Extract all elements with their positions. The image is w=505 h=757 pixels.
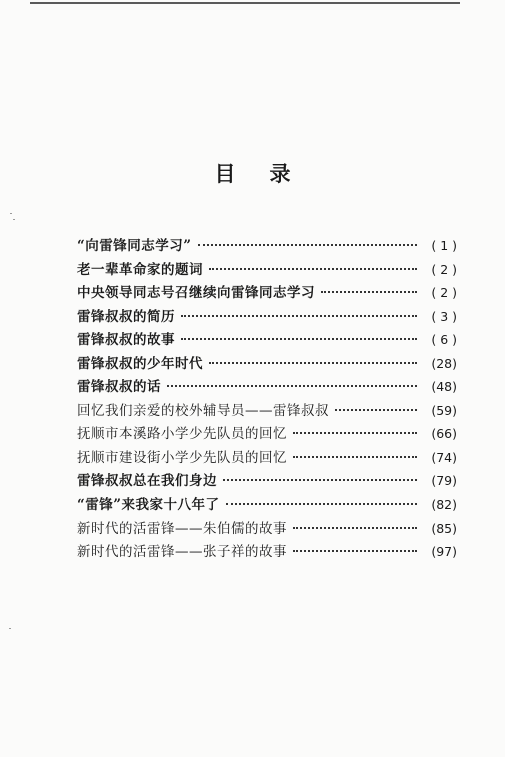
toc-page-number: ( 2 ) [431,285,457,301]
toc-entry-title: “向雷锋同志学习” [77,238,192,254]
toc-row[interactable] [77,446,457,470]
toc-row[interactable] [77,399,457,423]
dot-leader [209,268,417,270]
toc-page-number: ( 3 ) [431,308,457,324]
toc-page-number: (74) [431,449,457,465]
toc-entry-title: 雷锋叔叔总在我们身边 [77,473,217,490]
scan-speck [13,219,15,220]
toc-row[interactable] [77,422,457,446]
toc-entry-title: 抚顺市本溪路小学少先队员的回忆 [77,426,287,443]
page-title-char-1: 目 [214,162,236,186]
dot-leader [293,550,417,552]
toc-page-number: (59) [431,402,457,418]
toc-row[interactable] [77,234,457,258]
dot-leader [167,385,417,387]
toc-entry-title: 中央领导同志号召继续向雷锋同志学习 [77,285,315,302]
top-edge-rule [30,2,460,4]
toc-entry-title: “雷锋”来我家十八年了 [77,497,220,514]
toc-page-number: ( 1 ) [431,238,457,253]
dot-leader [293,432,417,434]
toc-entry-title: 雷锋叔叔的话 [77,379,161,396]
dot-leader [226,503,417,505]
toc-entry-title: 雷锋叔叔的故事 [77,332,175,349]
toc-page-number: ( 2 ) [431,261,457,277]
toc-page-number: (66) [431,426,457,442]
toc-row[interactable] [77,352,457,376]
dot-leader [181,315,417,317]
dot-leader [198,244,417,246]
toc-row[interactable] [77,517,457,541]
toc-entry-title: 雷锋叔叔的少年时代 [77,355,203,372]
toc-entry-title: 新时代的活雷锋——张子祥的故事 [77,544,287,561]
toc-row[interactable] [77,305,457,329]
toc-row[interactable] [77,258,457,282]
toc-page-number: (48) [431,379,457,395]
dot-leader [321,291,417,293]
toc-row[interactable] [77,328,457,352]
dot-leader [293,527,417,529]
toc-entry-title: 回忆我们亲爱的校外辅导员——雷锋叔叔 [77,402,329,419]
dot-leader [335,409,417,411]
table-of-contents [77,234,457,564]
toc-row[interactable] [77,469,457,493]
toc-page-number: (82) [431,497,457,513]
toc-page-number: (97) [431,544,457,560]
toc-entry-title: 老一辈革命家的题词 [77,261,203,278]
toc-row[interactable] [77,493,457,517]
page-title [0,158,505,188]
toc-page-number: (85) [431,520,457,536]
toc-page-number: (28) [431,355,457,371]
toc-entry-title: 新时代的活雷锋——朱伯儒的故事 [77,520,287,537]
toc-page-number: (79) [431,473,457,489]
toc-row[interactable] [77,540,457,564]
dot-leader [293,456,417,458]
toc-row[interactable] [77,281,457,305]
toc-entry-title: 雷锋叔叔的简历 [77,308,175,325]
scan-speck [10,213,12,214]
dot-leader [209,362,417,364]
dot-leader [223,479,417,481]
page-title-char-2: 录 [269,162,291,186]
scan-speck [9,628,11,629]
toc-row[interactable] [77,375,457,399]
toc-entry-title: 抚顺市建设街小学少先队员的回忆 [77,449,287,466]
dot-leader [181,338,417,340]
toc-page-number: ( 6 ) [431,332,457,348]
